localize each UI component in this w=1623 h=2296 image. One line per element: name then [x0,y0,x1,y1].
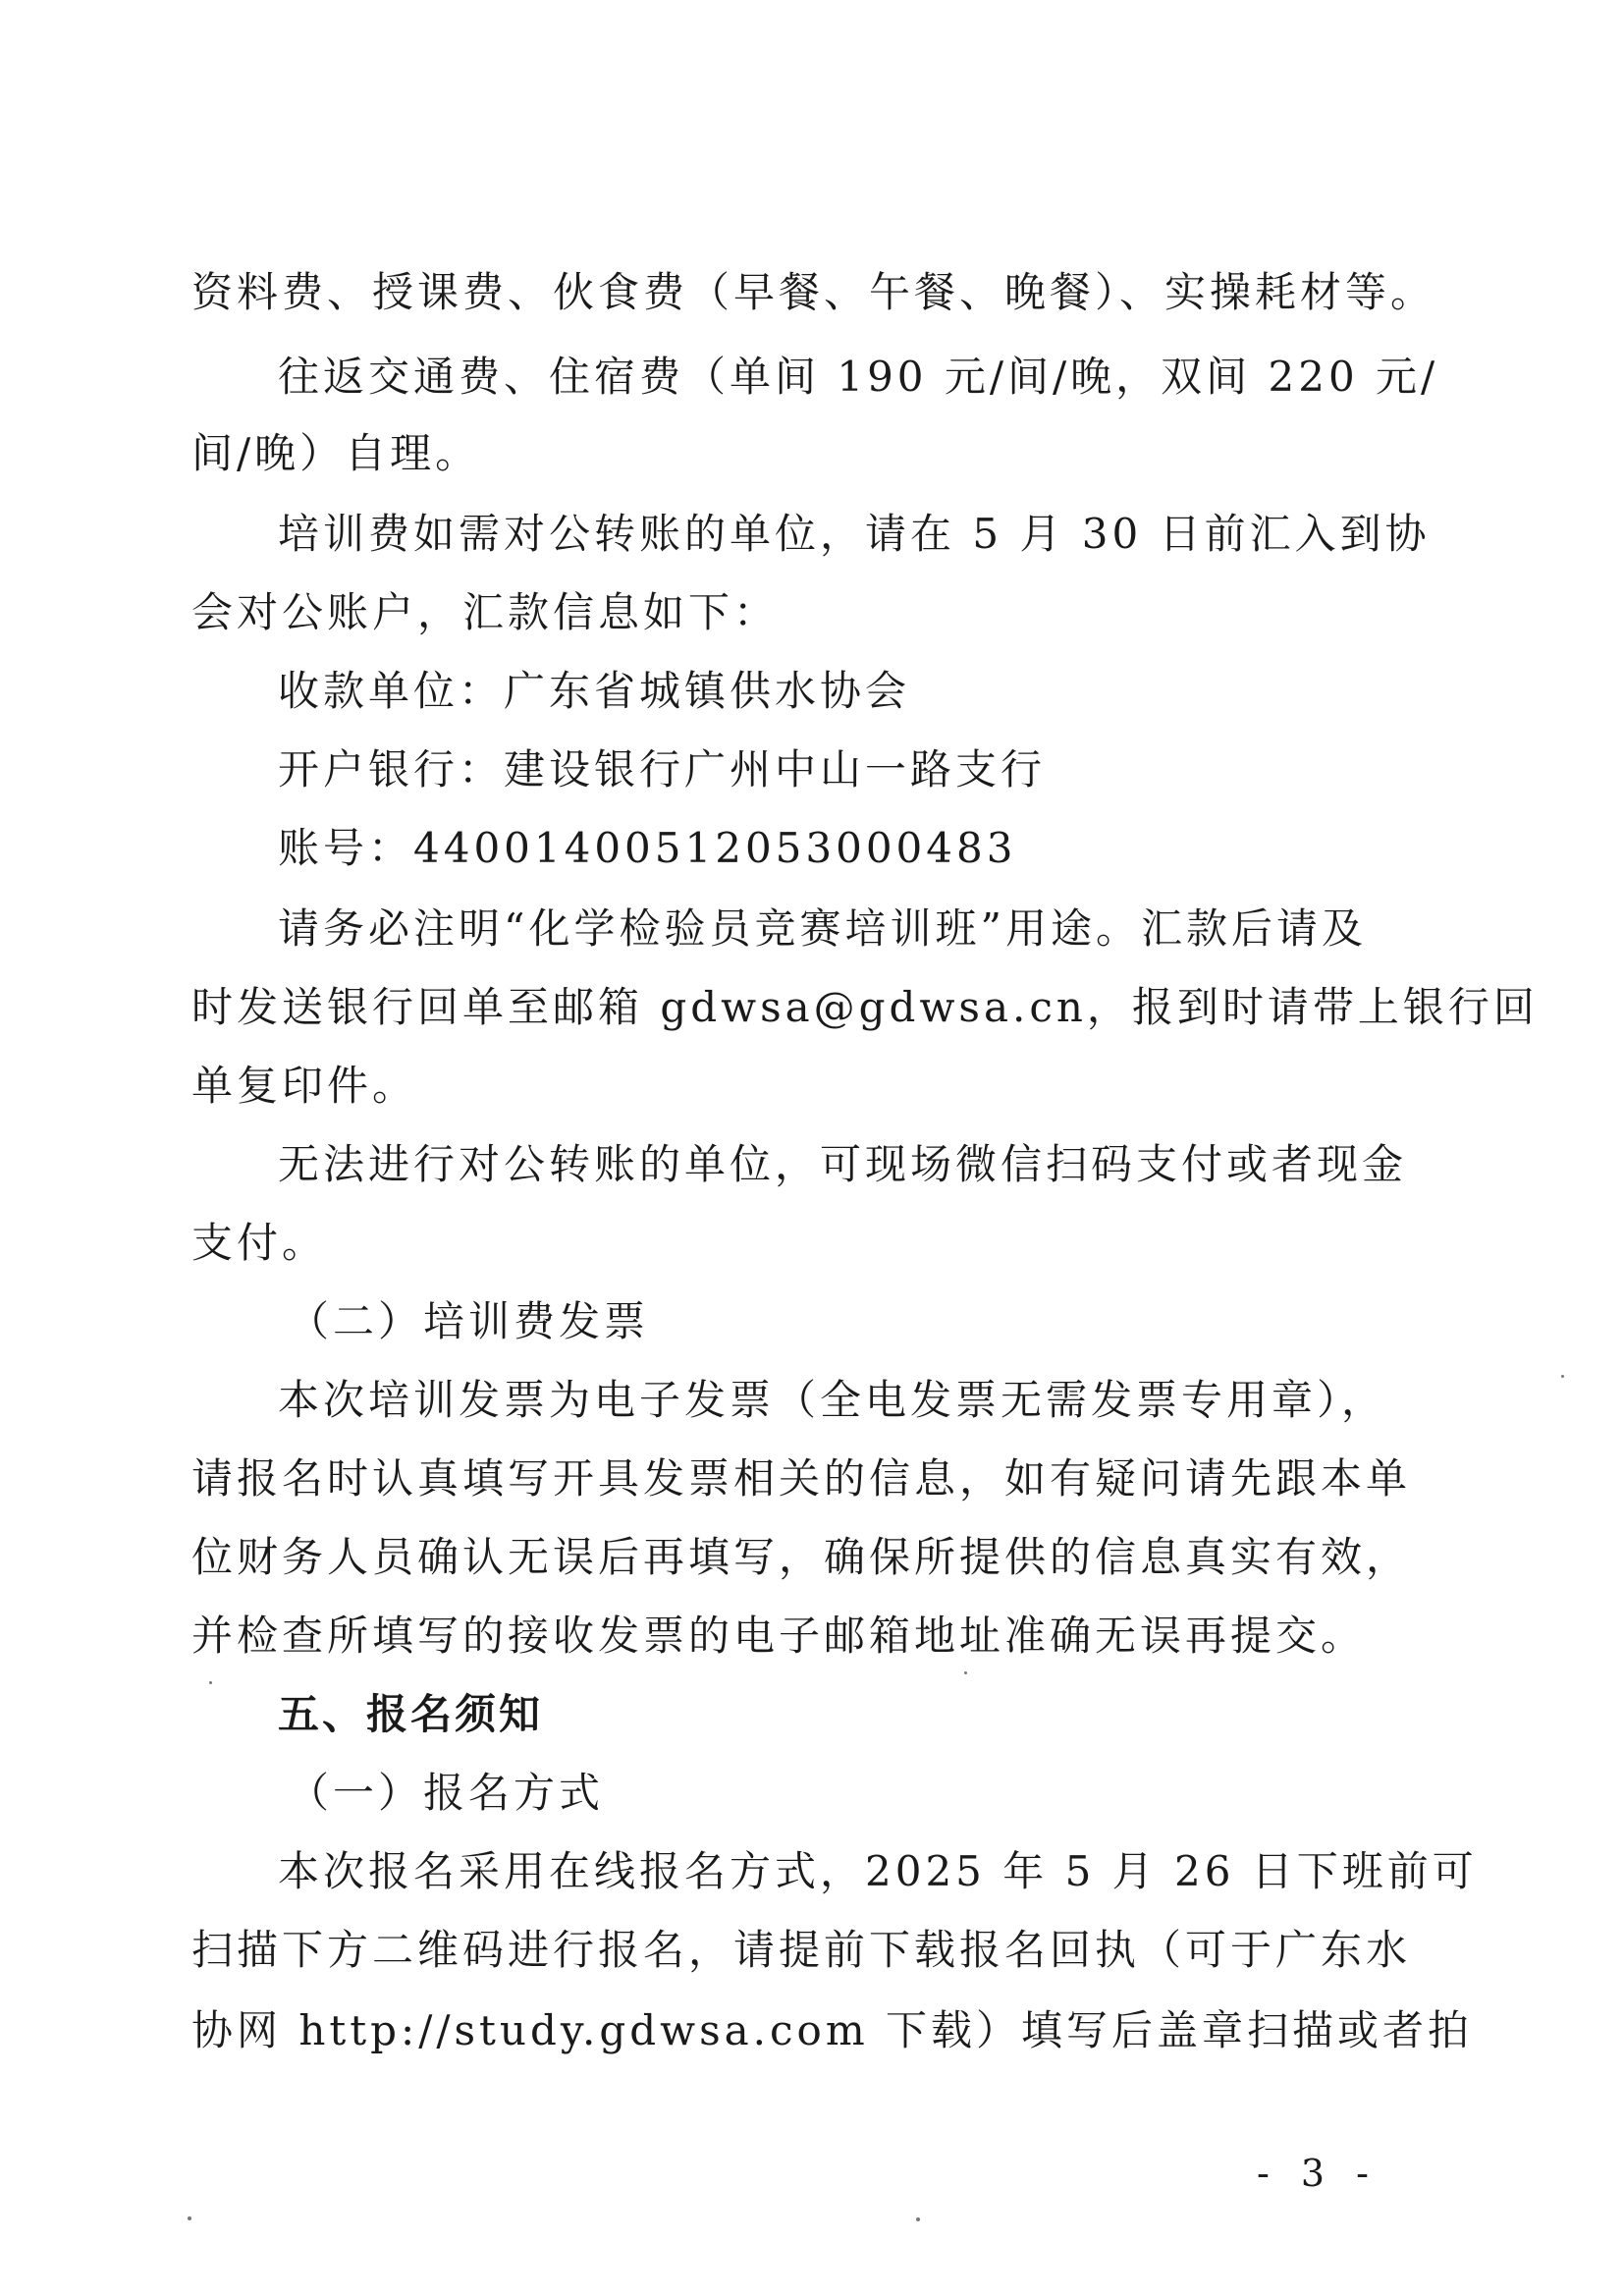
text-line: 本次培训发票为电子发票（全电发票无需发票专用章）， [278,1376,1387,1424]
scan-speck [916,2217,920,2221]
page-number: - 3 - [1257,2152,1380,2195]
text-line: 请报名时认真填写开具发票相关的信息，如有疑问请先跟本单 [191,1454,1412,1503]
text-line: 资料费、授课费、伙食费（早餐、午餐、晚餐）、实操耗材等。 [191,268,1436,316]
text-line: 间/晚）自理。 [191,429,481,477]
text-line: 账号：44001400512053000483 [278,824,1017,872]
section-subheading: （一）报名方式 [288,1769,605,1817]
text-line: 扫描下方二维码进行报名，请提前下载报名回执（可于广东水 [191,1926,1412,1974]
text-line: 会对公账户，汇款信息如下： [191,588,780,636]
text-line: 开户银行：建设银行广州中山一路支行 [278,745,1047,793]
section-subheading: （二）培训费发票 [288,1297,650,1345]
text-line: 请务必注明“化学检验员竞赛培训班”用途。汇款后请及 [278,904,1367,953]
text-line: 收款单位：广东省城镇供水协会 [278,667,911,715]
text-line: 位财务人员确认无误后再填写，确保所提供的信息真实有效， [191,1533,1412,1581]
text-line: 培训费如需对公转账的单位，请在 5 月 30 日前汇入到协 [278,510,1431,558]
text-line: 协网 http://study.gdwsa.com 下载）填写后盖章扫描或者拍 [191,2006,1474,2054]
text-line: 并检查所填写的接收发票的电子邮箱地址准确无误再提交。 [191,1612,1367,1660]
text-line: 单复印件。 [191,1062,418,1110]
text-line: 支付。 [191,1219,328,1267]
scan-speck [1561,1375,1564,1378]
text-line: 无法进行对公转账的单位，可现场微信扫码支付或者现金 [278,1140,1408,1188]
section-heading: 五、报名须知 [278,1690,544,1738]
scan-speck [964,1671,967,1674]
text-line: 时发送银行回单至邮箱 gdwsa@gdwsa.cn，报到时请带上银行回 [191,983,1539,1031]
text-line: 本次报名采用在线报名方式，2025 年 5 月 26 日下班前可 [278,1847,1478,1895]
text-line: 往返交通费、住宿费（单间 190 元/间/晚，双间 220 元/ [278,353,1439,401]
scan-speck [209,1681,212,1684]
scan-speck [188,2216,191,2220]
